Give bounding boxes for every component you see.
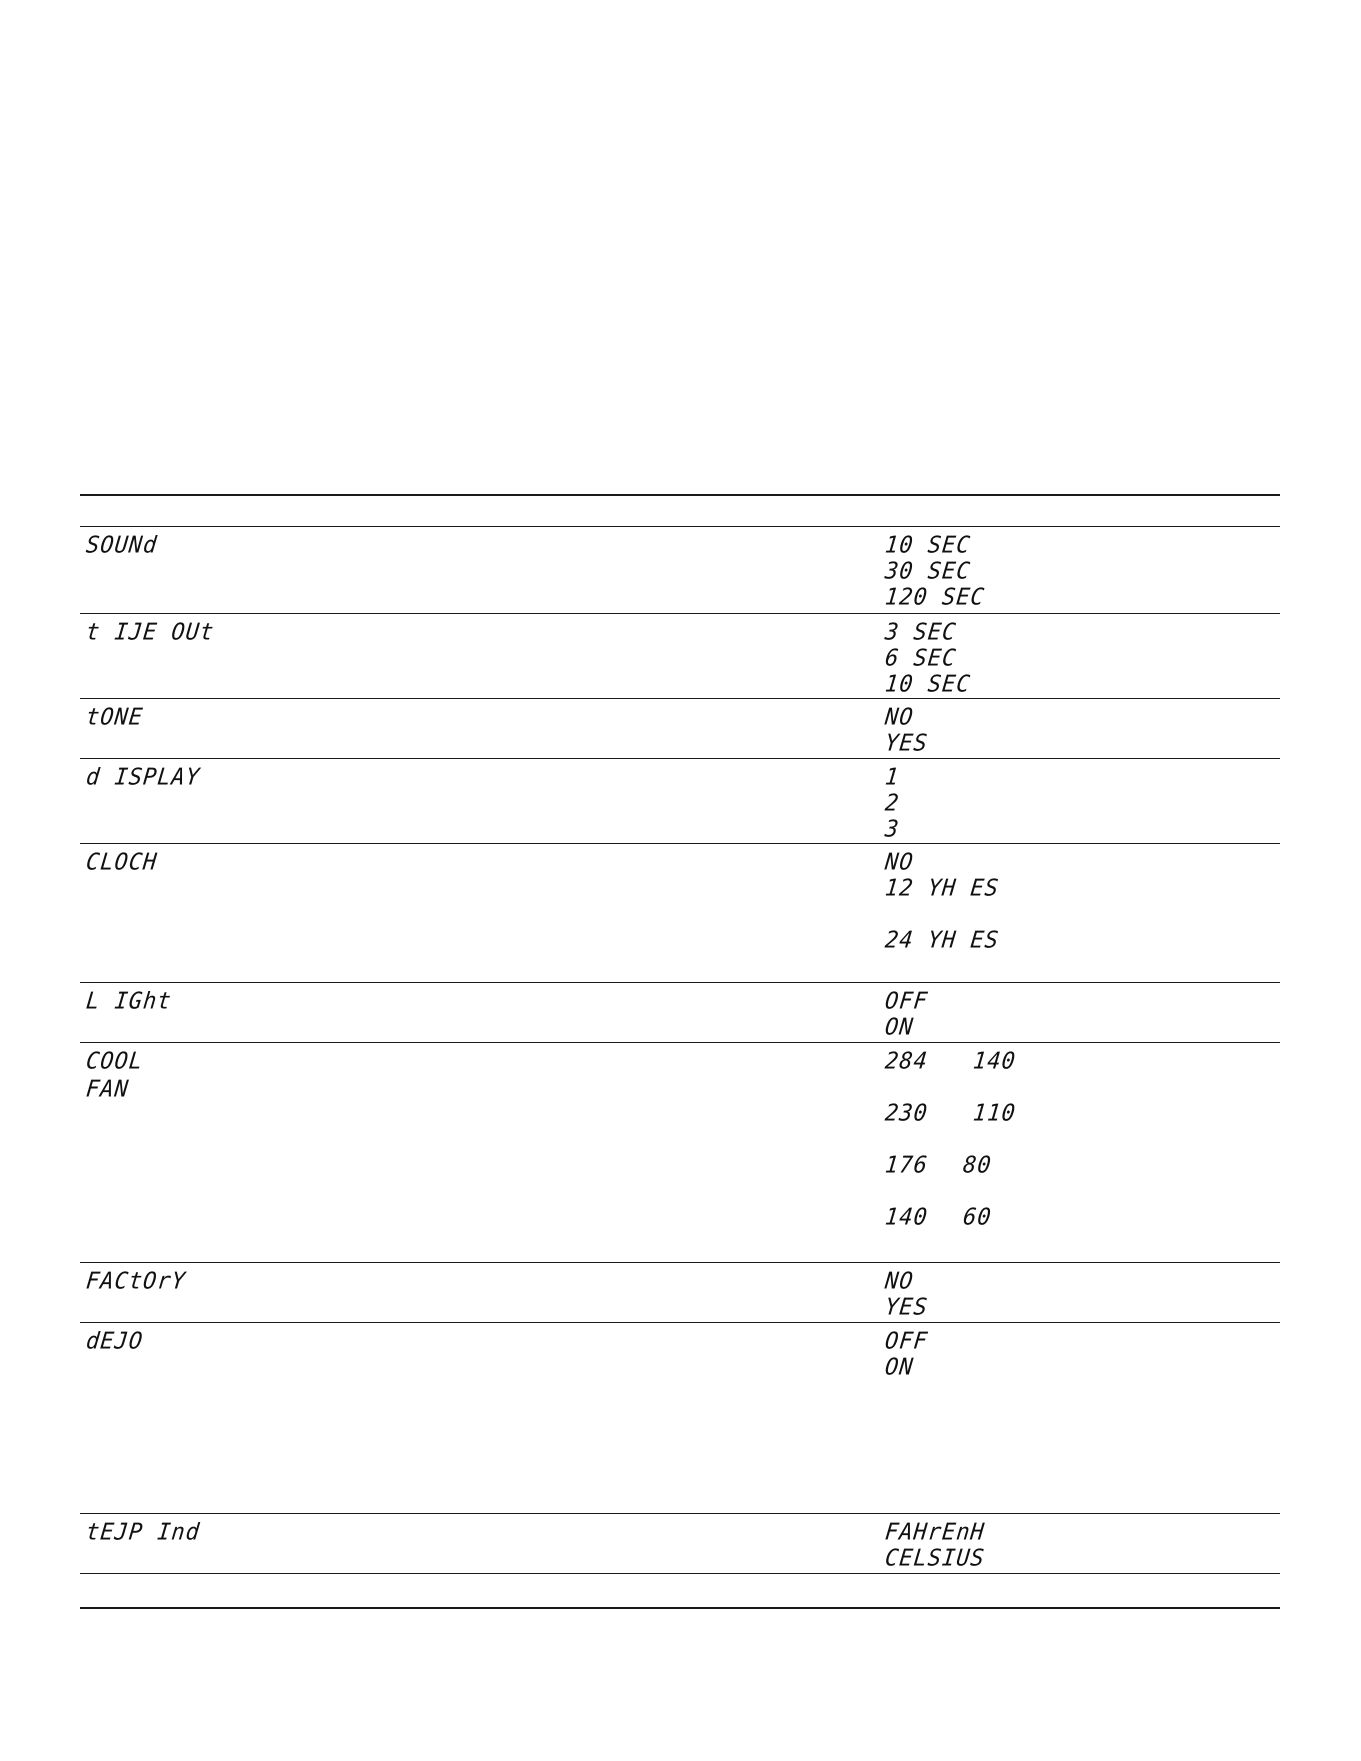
row-divider — [80, 1322, 1280, 1323]
setting-name — [86, 619, 214, 647]
setting-name — [86, 764, 200, 792]
option-value: 2 — [883, 790, 901, 817]
setting-name — [86, 849, 157, 877]
setting-name — [86, 1268, 186, 1296]
row-divider — [80, 1042, 1280, 1043]
option-value: 6 SEC — [883, 645, 958, 672]
option-pair — [885, 1100, 1085, 1128]
row-divider — [80, 1513, 1280, 1514]
option-value: FAHrEnH — [883, 1519, 987, 1546]
setting-label: CLOCH — [84, 849, 159, 876]
setting-label: tEJP Ind — [84, 1519, 202, 1546]
table-top-rule — [80, 494, 1280, 496]
option-value: 10 SEC — [883, 671, 972, 698]
setting-label: d ISPLAY — [84, 764, 202, 791]
setting-label: tONE — [84, 704, 145, 731]
option-value: 60 — [961, 1204, 993, 1231]
setting-label: COOL — [84, 1048, 145, 1075]
table-row-display — [80, 760, 1280, 843]
setting-label: SOUNd — [84, 532, 159, 559]
table-row-factory — [80, 1264, 1280, 1322]
option-value: CELSIUS — [883, 1545, 987, 1572]
table-row-light — [80, 984, 1280, 1042]
setting-label: dEJO — [84, 1328, 145, 1355]
option-value: 30 SEC — [883, 558, 972, 585]
option-value: 3 SEC — [883, 619, 958, 646]
option-value: 110 — [971, 1100, 1018, 1127]
setting-label: FACtOrY — [84, 1268, 188, 1295]
option-value: 284 — [883, 1048, 930, 1075]
option-value: NO — [883, 704, 915, 731]
option-value: OFF — [883, 1328, 930, 1355]
option-value: YES — [883, 730, 930, 757]
option-pair — [885, 1048, 1085, 1076]
table-row-demo — [80, 1324, 1280, 1513]
option-value: 140 — [883, 1204, 930, 1231]
option-pair — [885, 1152, 1085, 1180]
row-divider — [80, 698, 1280, 699]
table-bottom-rule — [80, 1607, 1280, 1609]
setting-name — [86, 1048, 143, 1104]
table-row-timeout — [80, 615, 1280, 698]
setting-label: L IGht — [84, 988, 173, 1015]
option-value: 3 — [883, 816, 901, 843]
option-value: OFF — [883, 988, 930, 1015]
setting-label: t IJE OUt — [84, 619, 216, 646]
option-value: 230 — [883, 1100, 930, 1127]
option-value: NO — [883, 849, 915, 876]
table-row-tone — [80, 700, 1280, 758]
option-value: 24 YH ES — [883, 927, 1001, 954]
row-divider — [80, 613, 1280, 614]
option-value: NO — [883, 1268, 915, 1295]
option-value: 120 SEC — [883, 584, 987, 611]
option-value: 12 YH ES — [883, 875, 1001, 902]
option-value: ON — [883, 1014, 915, 1041]
row-divider — [80, 1262, 1280, 1263]
option-value: 140 — [971, 1048, 1018, 1075]
row-divider — [80, 758, 1280, 759]
option-value: YES — [883, 1294, 930, 1321]
option-pair — [885, 1204, 1085, 1232]
option-value: 1 — [883, 764, 901, 791]
setting-name — [86, 704, 143, 732]
setting-name — [86, 988, 171, 1016]
option-value: 176 — [883, 1152, 930, 1179]
row-divider — [80, 843, 1280, 844]
setting-label: FAN — [84, 1076, 131, 1103]
setting-name — [86, 1328, 143, 1356]
table-row-cool-fan — [80, 1044, 1280, 1262]
table-header-rule — [80, 526, 1280, 527]
option-value: 80 — [961, 1152, 993, 1179]
table-row-sound — [80, 528, 1280, 613]
table-row-temp-ind — [80, 1515, 1280, 1573]
setting-name — [86, 532, 157, 560]
row-divider — [80, 1573, 1280, 1574]
table-row-clock — [80, 845, 1280, 982]
row-divider — [80, 982, 1280, 983]
setting-name — [86, 1519, 200, 1547]
option-value: 10 SEC — [883, 532, 972, 559]
option-value: ON — [883, 1354, 915, 1381]
